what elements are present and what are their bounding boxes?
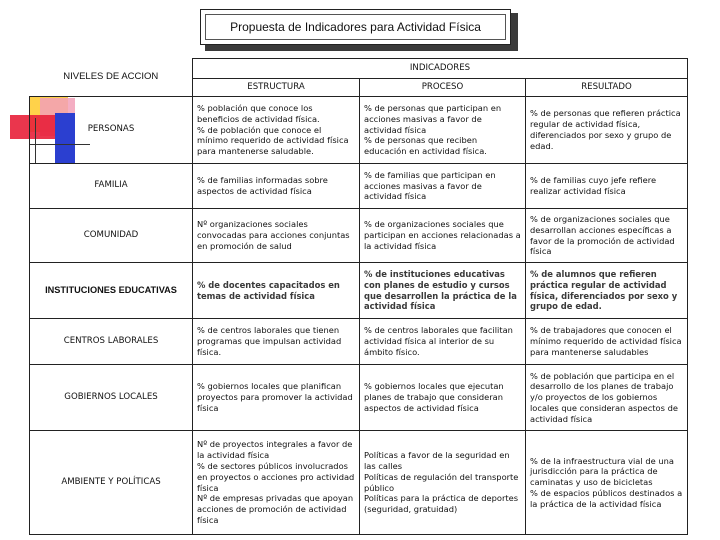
proceso-cell: % gobiernos locales que ejecutan planes de trabajo que consideran aspectos de actividad física bbox=[360, 365, 526, 431]
proceso-header: PROCESO bbox=[360, 79, 526, 97]
proceso-cell: % de organizaciones sociales que participan en acciones relacionadas a la actividad física bbox=[360, 209, 526, 263]
table-row bbox=[30, 365, 688, 431]
levels-header: NIVELES DE ACCION bbox=[63, 71, 159, 83]
estructura-cell: % de familias informadas sobre aspectos de actividad física bbox=[193, 164, 360, 209]
level-label: PERSONAS bbox=[30, 97, 193, 164]
estructura-cell: % de docentes capacitados en temas de actividad física bbox=[193, 263, 360, 319]
level-label: CENTROS LABORALES bbox=[30, 319, 193, 365]
table-row bbox=[30, 431, 688, 535]
table-row bbox=[30, 164, 688, 209]
resultado-cell: % de la infraestructura vial de una jurisdicción para la práctica de caminatas y uso de bicicletas % de espacios públicos destinados a la práctica de la actividad física bbox=[526, 431, 688, 535]
level-label: GOBIERNOS LOCALES bbox=[30, 365, 193, 431]
proceso-cell: % de instituciones educativas con planes de estudio y cursos que desarrollen la práctica de la actividad física bbox=[360, 263, 526, 319]
resultado-cell: % de alumnos que refieren práctica regular de actividad física, diferenciados por sexo y grupo de edad. bbox=[526, 263, 688, 319]
resultado-cell: % de familias cuyo jefe refiere realizar actividad física bbox=[526, 164, 688, 209]
table-row bbox=[30, 209, 688, 263]
resultado-cell: % de organizaciones sociales que desarrollan acciones específicas a favor de la promoción de actividad física bbox=[526, 209, 688, 263]
estructura-header: ESTRUCTURA bbox=[193, 79, 360, 97]
proceso-cell: % de centros laborales que facilitan actividad física al interior de su ámbito físico. bbox=[360, 319, 526, 365]
level-label: FAMILIA bbox=[30, 164, 193, 209]
proceso-cell: Políticas a favor de la seguridad en las calles Políticas de regulación del transporte público Políticas para la práctica de deportes (seguridad, gratuidad) bbox=[360, 431, 526, 535]
level-label: COMUNIDAD bbox=[30, 209, 193, 263]
page-title: Propuesta de Indicadores para Actividad Física bbox=[205, 14, 506, 40]
table-row bbox=[30, 97, 688, 164]
indicators-table bbox=[29, 58, 688, 535]
title-box bbox=[200, 9, 511, 45]
estructura-cell: % población que conoce los beneficios de actividad física. % de población que conoce el mínimo requerido de actividad física para mantenerse saludable. bbox=[193, 97, 360, 164]
proceso-cell: % de familias que participan en acciones masivas a favor de actividad física bbox=[360, 164, 526, 209]
level-label: AMBIENTE Y POLÍTICAS bbox=[30, 431, 193, 535]
level-label: INSTITUCIONES EDUCATIVAS bbox=[30, 263, 193, 319]
estructura-cell: % de centros laborales que tienen programas que impulsan actividad física. bbox=[193, 319, 360, 365]
resultado-cell: % de personas que refieren práctica regular de actividad física, diferenciados por sexo y grupo de edad. bbox=[526, 97, 688, 164]
estructura-cell: % gobiernos locales que planifican proyectos para promover la actividad física bbox=[193, 365, 360, 431]
estructura-cell: Nº de proyectos integrales a favor de la actividad física % de sectores públicos involucrados en proyectos o acciones pro actividad física Nº de empresas privadas que apoyan acciones de promoción de actividad física bbox=[193, 431, 360, 535]
table-row bbox=[30, 319, 688, 365]
resultado-header: RESULTADO bbox=[526, 79, 688, 97]
proceso-cell: % de personas que participan en acciones masivas a favor de actividad física % de personas que reciben educación en actividad física. bbox=[360, 97, 526, 164]
table-row bbox=[30, 263, 688, 319]
resultado-cell: % de población que participa en el desarrollo de los planes de trabajo y/o proyectos de los gobiernos locales que consideran aspectos de actividad física bbox=[526, 365, 688, 431]
resultado-cell: % de trabajadores que conocen el mínimo requerido de actividad física para mantenerse saludables bbox=[526, 319, 688, 365]
estructura-cell: Nº organizaciones sociales convocadas para acciones conjuntas en promoción de salud bbox=[193, 209, 360, 263]
indicators-header: INDICADORES bbox=[193, 59, 688, 79]
